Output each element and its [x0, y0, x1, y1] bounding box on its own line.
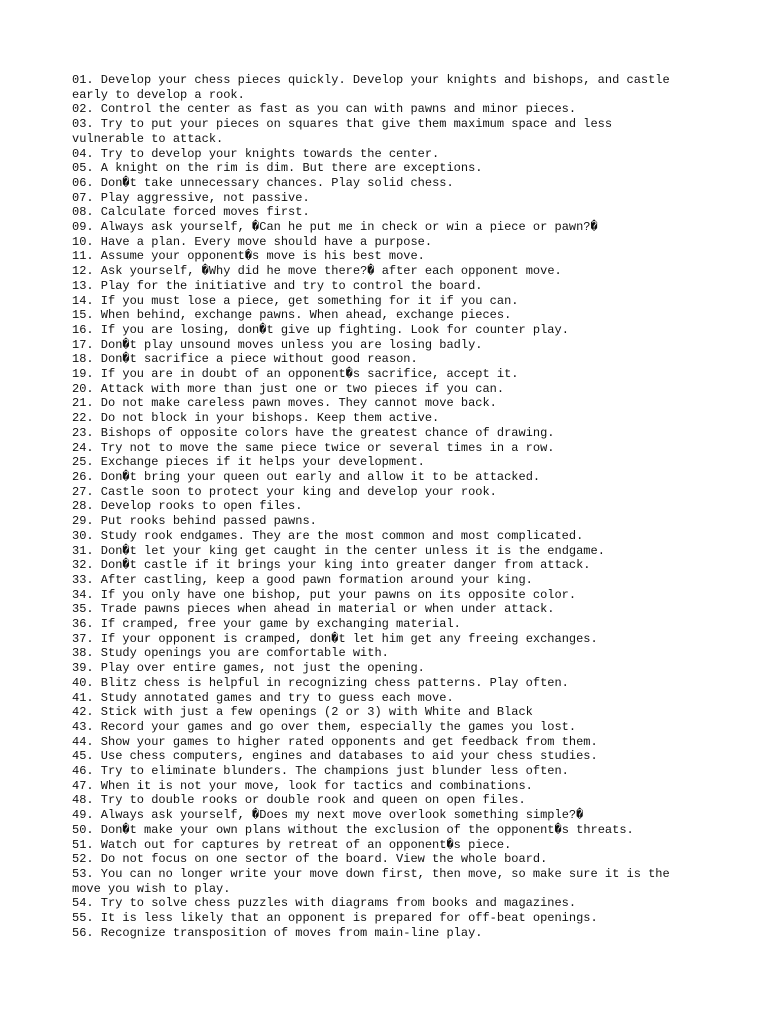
text-line: 22. Do not block in your bishops. Keep them active.	[72, 411, 440, 426]
text-line: 26. Don�t bring your queen out early and allow it to be attacked.	[72, 469, 541, 484]
text-line: move you wish to play.	[72, 881, 231, 896]
text-line: 06. Don�t take unnecessary chances. Play solid chess.	[72, 175, 454, 190]
text-line: 51. Watch out for captures by retreat of an opponent�s piece.	[72, 837, 512, 852]
text-line: vulnerable to attack.	[72, 131, 224, 146]
text-line: 37. If your opponent is cramped, don�t let him get any freeing exchanges.	[72, 631, 598, 646]
text-line: 11. Assume your opponent�s move is his best move.	[72, 249, 425, 264]
text-line: 16. If you are losing, don�t give up fighting. Look for counter play.	[72, 322, 569, 337]
text-line: 18. Don�t sacrifice a piece without good reason.	[72, 352, 418, 367]
text-line: 48. Try to double rooks or double rook and queen on open files.	[72, 793, 526, 808]
text-line: 47. When it is not your move, look for tactics and combinations.	[72, 778, 533, 793]
text-line: 09. Always ask yourself, �Can he put me in check or win a piece or pawn?�	[72, 220, 598, 235]
text-line: 07. Play aggressive, not passive.	[72, 190, 310, 205]
text-line: 54. Try to solve chess puzzles with diagrams from books and magazines.	[72, 896, 577, 911]
text-line: early to develop a rook.	[72, 87, 245, 102]
text-line: 41. Study annotated games and try to guess each move.	[72, 690, 454, 705]
text-line: 27. Castle soon to protect your king and develop your rook.	[72, 484, 497, 499]
text-line: 33. After castling, keep a good pawn formation around your king.	[72, 572, 533, 587]
text-line: 13. Play for the initiative and try to control the board.	[72, 278, 483, 293]
text-line: 44. Show your games to higher rated opponents and get feedback from them.	[72, 734, 598, 749]
text-line: 01. Develop your chess pieces quickly. Develop your knights and bishops, and castle	[72, 73, 670, 87]
text-line: 21. Do not make careless pawn moves. They cannot move back.	[72, 396, 497, 411]
text-line: 24. Try not to move the same piece twice or several times in a row.	[72, 440, 555, 455]
text-line: 52. Do not focus on one sector of the board. View the whole board.	[72, 852, 548, 867]
text-line: 15. When behind, exchange pawns. When ahead, exchange pieces.	[72, 308, 512, 323]
text-line: 56. Recognize transposition of moves from main-line play.	[72, 925, 483, 940]
text-line: 42. Stick with just a few openings (2 or 3) with White and Black	[72, 705, 533, 720]
text-line: 34. If you only have one bishop, put your pawns on its opposite color.	[72, 587, 577, 602]
text-line: 03. Try to put your pieces on squares that give them maximum space and less	[72, 117, 613, 132]
text-line: 29. Put rooks behind passed pawns.	[72, 514, 317, 529]
text-line: 36. If cramped, free your game by exchanging material.	[72, 617, 461, 632]
text-line: 31. Don�t let your king get caught in the center unless it is the endgame.	[72, 543, 605, 558]
text-line: 32. Don�t castle if it brings your king into greater danger from attack.	[72, 558, 591, 573]
text-line: 53. You can no longer write your move down first, then move, so make sure it is the	[72, 866, 670, 881]
text-line: 49. Always ask yourself, �Does my next move overlook something simple?�	[72, 808, 584, 823]
text-line: 04. Try to develop your knights towards the center.	[72, 146, 440, 161]
text-line: 35. Trade pawns pieces when ahead in material or when under attack.	[72, 602, 555, 617]
document-page	[72, 73, 712, 940]
text-line: 02. Control the center as fast as you can with pawns and minor pieces.	[72, 102, 577, 117]
text-line: 40. Blitz chess is helpful in recognizing chess patterns. Play often.	[72, 675, 569, 690]
text-line: 25. Exchange pieces if it helps your development.	[72, 455, 425, 470]
text-line: 50. Don�t make your own plans without the exclusion of the opponent�s threats.	[72, 822, 634, 837]
text-line: 23. Bishops of opposite colors have the greatest chance of drawing.	[72, 425, 555, 440]
text-line: 39. Play over entire games, not just the opening.	[72, 661, 425, 676]
text-line: 46. Try to eliminate blunders. The champions just blunder less often.	[72, 764, 569, 779]
text-line: 55. It is less likely that an opponent is prepared for off-beat openings.	[72, 911, 598, 926]
text-line: 28. Develop rooks to open files.	[72, 499, 303, 514]
chess-tips-list	[72, 73, 712, 940]
text-line: 10. Have a plan. Every move should have a purpose.	[72, 234, 433, 249]
text-line: 19. If you are in doubt of an opponent�s sacrifice, accept it.	[72, 367, 519, 382]
text-line: 05. A knight on the rim is dim. But there are exceptions.	[72, 161, 483, 176]
text-line: 17. Don�t play unsound moves unless you are losing badly.	[72, 337, 483, 352]
text-line: 12. Ask yourself, �Why did he move there?� after each opponent move.	[72, 264, 562, 279]
text-line: 08. Calculate forced moves first.	[72, 205, 310, 220]
text-line: 14. If you must lose a piece, get something for it if you can.	[72, 293, 519, 308]
text-line: 20. Attack with more than just one or two pieces if you can.	[72, 381, 505, 396]
text-line: 30. Study rook endgames. They are the most common and most complicated.	[72, 528, 584, 543]
text-line: 45. Use chess computers, engines and databases to aid your chess studies.	[72, 749, 598, 764]
text-line: 38. Study openings you are comfortable with.	[72, 646, 389, 661]
text-line: 43. Record your games and go over them, especially the games you lost.	[72, 719, 577, 734]
